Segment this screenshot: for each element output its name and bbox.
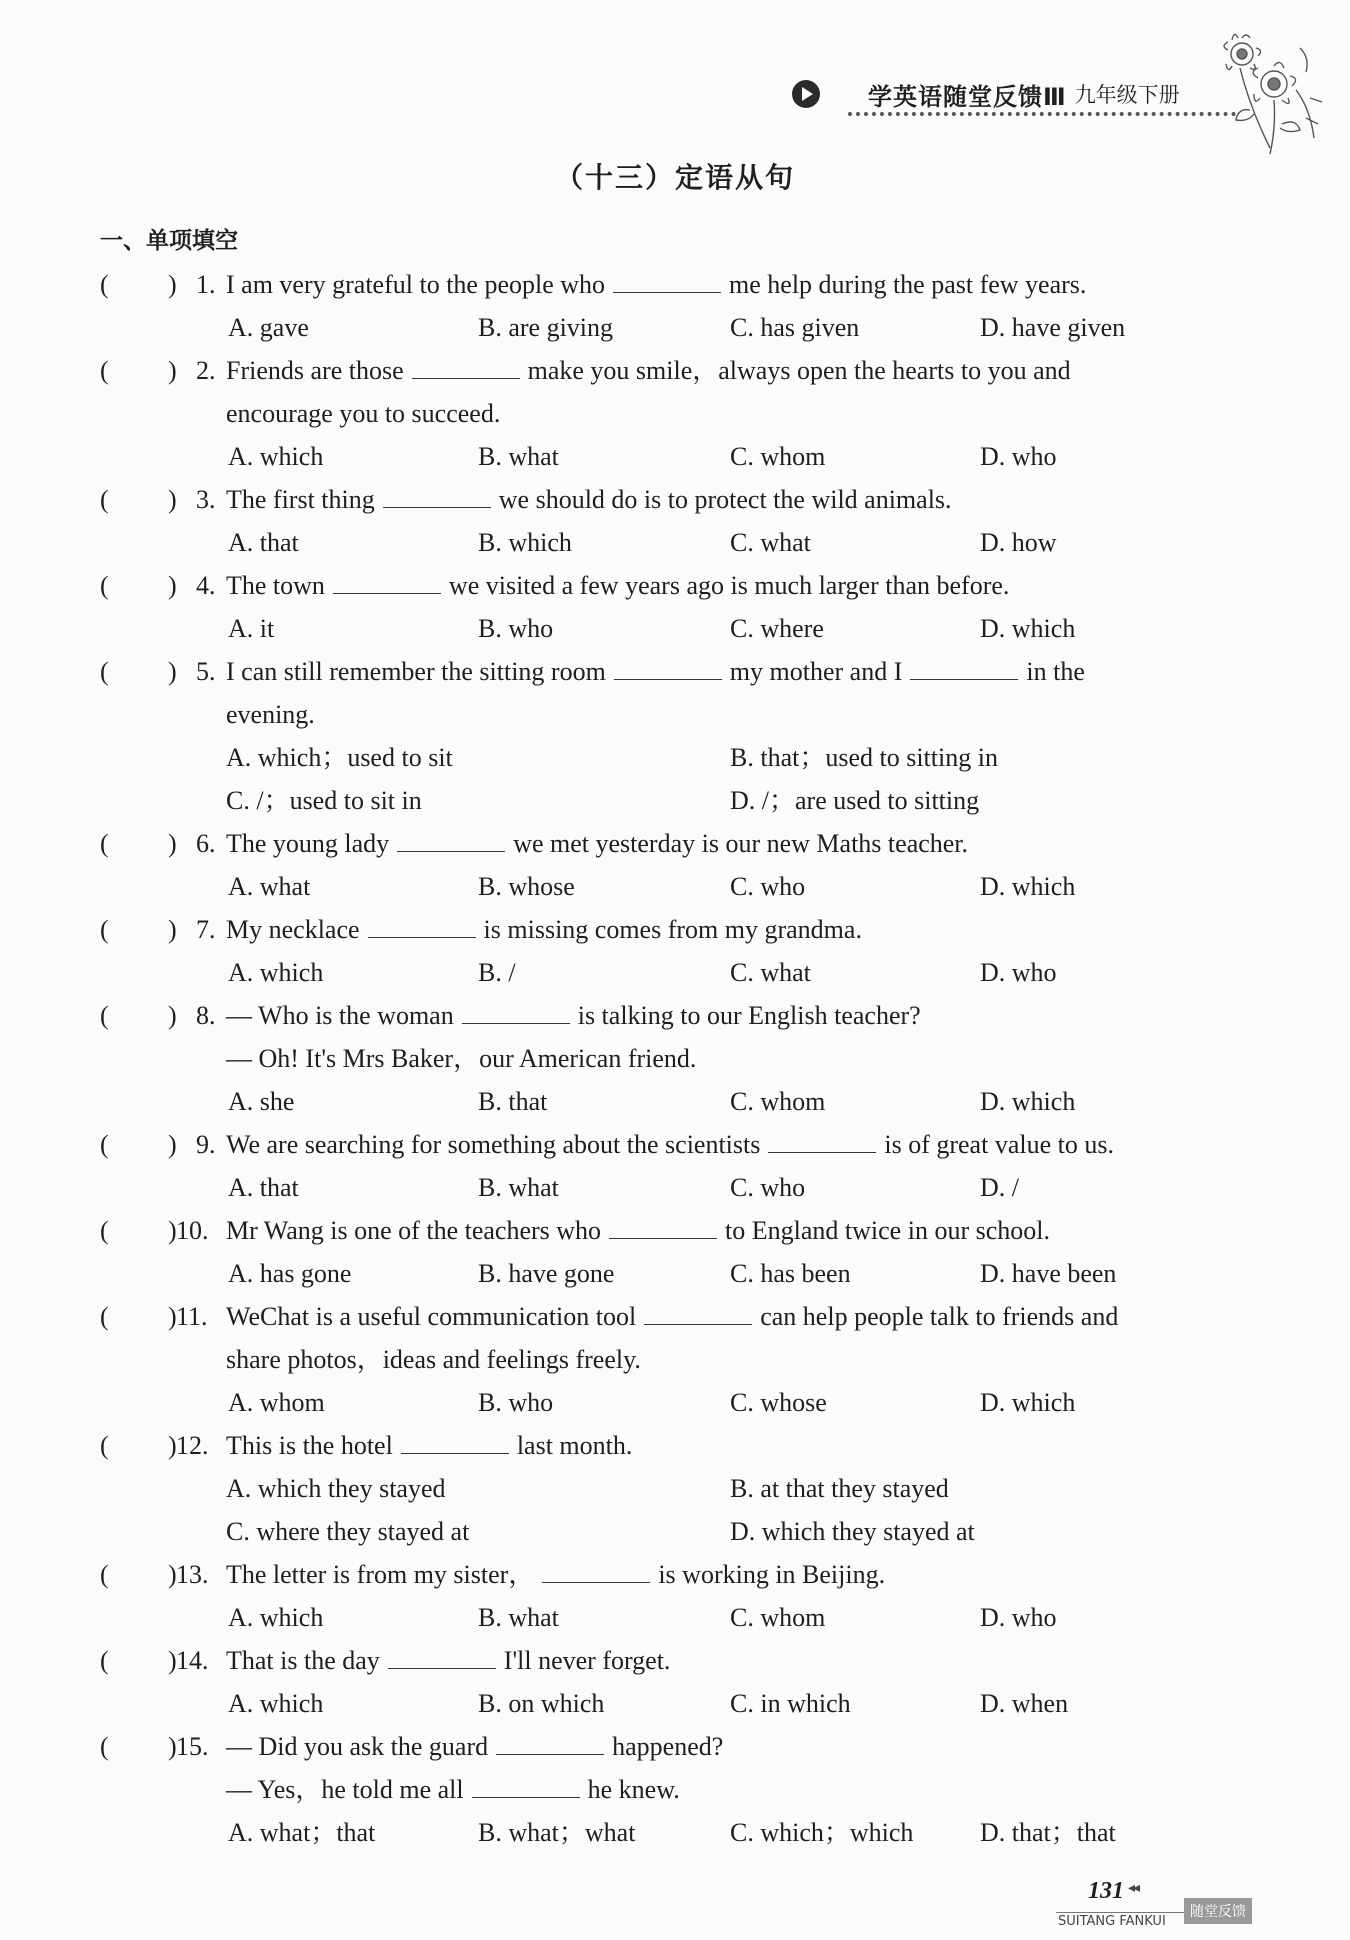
- question-number: 2.: [196, 356, 216, 385]
- stem-text: My necklace: [226, 915, 360, 944]
- option-d[interactable]: D. which: [980, 1087, 1076, 1116]
- option-d[interactable]: D. when: [980, 1689, 1069, 1718]
- option-c[interactable]: C. where: [730, 614, 824, 643]
- stem-text: in the: [1026, 657, 1085, 686]
- option-c[interactable]: C. whose: [730, 1388, 827, 1417]
- option-a[interactable]: A. that: [228, 1173, 299, 1202]
- question-number: 14.: [176, 1646, 209, 1675]
- answer-bracket-left: (: [100, 571, 109, 600]
- stem-text: is talking to our English teacher?: [577, 1001, 921, 1030]
- question-number: 10.: [176, 1216, 209, 1245]
- option-c[interactable]: C. has given: [730, 313, 860, 342]
- option-a[interactable]: A. which: [228, 1603, 324, 1632]
- option-d[interactable]: D. which: [980, 872, 1076, 901]
- option-a[interactable]: A. that: [228, 528, 299, 557]
- stem-text: is missing comes from my grandma.: [483, 915, 862, 944]
- page-title: （十三）定语从句: [554, 161, 795, 194]
- option-a[interactable]: A. gave: [228, 313, 309, 342]
- answer-blank[interactable]: [644, 1298, 752, 1325]
- stem-text: we visited a few years ago is much larger than before.: [448, 571, 1010, 600]
- answer-bracket-right[interactable]: ): [168, 1130, 177, 1159]
- answer-bracket-left: (: [100, 1130, 109, 1159]
- question-number: 3.: [196, 485, 216, 514]
- stem-text: evening.: [226, 700, 315, 729]
- option-a[interactable]: A. which；used to sit: [226, 743, 453, 772]
- stem-text: Mr Wang is one of the teachers who: [226, 1216, 602, 1245]
- question-stem: [226, 566, 1009, 606]
- stem-text: The first thing: [226, 485, 375, 514]
- option-a[interactable]: A. which they stayed: [226, 1474, 446, 1503]
- header-title: 学英语随堂反馈Ⅲ: [868, 82, 1067, 111]
- answer-bracket-right[interactable]: ): [168, 1216, 177, 1245]
- answer-bracket-left: (: [100, 356, 109, 385]
- question-number: 15.: [176, 1732, 209, 1761]
- question-stem: [226, 1125, 1114, 1165]
- option-a[interactable]: A. which: [228, 958, 324, 987]
- question-number: 9.: [196, 1130, 216, 1159]
- option-a[interactable]: A. it: [228, 614, 275, 643]
- header-subtitle: 九年级下册: [1074, 83, 1180, 107]
- page-header: [792, 74, 1180, 114]
- option-c[interactable]: C. whom: [730, 1603, 826, 1632]
- option-b[interactable]: B. what: [478, 442, 559, 471]
- stem-text: share photos，ideas and feelings freely.: [226, 1345, 641, 1374]
- answer-bracket-right[interactable]: ): [168, 356, 177, 385]
- answer-bracket-left: (: [100, 1646, 109, 1675]
- option-a[interactable]: A. what；that: [228, 1818, 376, 1847]
- stem-text: WeChat is a useful communication tool: [226, 1302, 637, 1331]
- option-c[interactable]: C. what: [730, 958, 811, 987]
- option-b[interactable]: B. on which: [478, 1689, 605, 1718]
- stem-text: The letter is from my sister，: [226, 1560, 535, 1589]
- question-stem: [226, 1297, 1118, 1337]
- question-number: 13.: [176, 1560, 209, 1589]
- question-stem: [226, 480, 952, 520]
- option-b[interactable]: B. what: [478, 1173, 559, 1202]
- answer-blank[interactable]: [401, 1427, 509, 1454]
- stem-text: encourage you to succeed.: [226, 399, 501, 428]
- answer-blank[interactable]: [542, 1556, 650, 1583]
- answer-bracket-right[interactable]: ): [168, 270, 177, 299]
- header-dotted-rule: [848, 112, 1236, 116]
- option-c[interactable]: C. whom: [730, 1087, 826, 1116]
- option-c[interactable]: C. /；used to sit in: [226, 786, 422, 815]
- question-number: 7.: [196, 915, 216, 944]
- answer-blank[interactable]: [613, 266, 721, 293]
- stem-text: I am very grateful to the people who: [226, 270, 606, 299]
- answer-blank[interactable]: [412, 352, 520, 379]
- footer-brand: SUITANG FANKUI: [1058, 1914, 1166, 1929]
- answer-bracket-right[interactable]: ): [168, 485, 177, 514]
- question-stem: [226, 996, 921, 1036]
- option-a[interactable]: A. whom: [228, 1388, 325, 1417]
- option-a[interactable]: A. which: [228, 1689, 324, 1718]
- answer-blank[interactable]: [472, 1771, 580, 1798]
- answer-bracket-right[interactable]: ): [168, 1001, 177, 1030]
- stem-text: we met yesterday is our new Maths teacher.: [513, 829, 969, 858]
- option-b[interactable]: B. who: [478, 1388, 554, 1417]
- section-title: 一、单项填空: [100, 228, 238, 254]
- option-b[interactable]: B. that: [478, 1087, 548, 1116]
- option-b[interactable]: B. what；what: [478, 1818, 636, 1847]
- stem-text: I'll never forget.: [503, 1646, 671, 1675]
- option-a[interactable]: A. what: [228, 872, 311, 901]
- stem-text: to England twice in our school.: [725, 1216, 1050, 1245]
- option-a[interactable]: A. she: [228, 1087, 295, 1116]
- option-a[interactable]: A. has gone: [228, 1259, 352, 1288]
- option-d[interactable]: D. have given: [980, 313, 1126, 342]
- option-c[interactable]: C. where they stayed at: [226, 1517, 470, 1546]
- stem-text: make you smile，always open the hearts to you and: [527, 356, 1071, 385]
- question-stem: [226, 1555, 885, 1595]
- question-stem: [226, 1770, 680, 1810]
- play-icon: [792, 80, 820, 108]
- stem-text: we should do is to protect the wild animals.: [498, 485, 952, 514]
- answer-bracket-right[interactable]: ): [168, 1431, 177, 1460]
- question-number: 6.: [196, 829, 216, 858]
- option-b[interactable]: B. have gone: [478, 1259, 615, 1288]
- option-b[interactable]: B. who: [478, 614, 554, 643]
- answer-bracket-left: (: [100, 1732, 109, 1761]
- answer-bracket-right[interactable]: ): [168, 1732, 177, 1761]
- question-stem: [226, 265, 1086, 305]
- answer-bracket-left: (: [100, 1001, 109, 1030]
- option-c[interactable]: C. what: [730, 528, 811, 557]
- answer-blank[interactable]: [388, 1642, 496, 1669]
- answer-blank[interactable]: [496, 1728, 604, 1755]
- stem-text: — Yes，he told me all: [226, 1775, 464, 1804]
- option-a[interactable]: A. which: [228, 442, 324, 471]
- option-d[interactable]: D. have been: [980, 1259, 1117, 1288]
- stem-text: — Who is the woman: [226, 1001, 454, 1030]
- question-number: 4.: [196, 571, 216, 600]
- question-number: 11.: [176, 1302, 208, 1331]
- option-d[interactable]: D. /；are used to sitting: [730, 786, 980, 815]
- answer-blank[interactable]: [609, 1212, 717, 1239]
- question-number: 12.: [176, 1431, 209, 1460]
- option-b[interactable]: B. that；used to sitting in: [730, 743, 998, 772]
- answer-bracket-left: (: [100, 1302, 109, 1331]
- answer-blank[interactable]: [397, 825, 505, 852]
- answer-blank[interactable]: [333, 567, 441, 594]
- stem-text: can help people talk to friends and: [760, 1302, 1119, 1331]
- stem-text: Friends are those: [226, 356, 404, 385]
- question-number: 5.: [196, 657, 216, 686]
- answer-blank[interactable]: [768, 1126, 876, 1153]
- double-arrow-icon: ◂◂: [1128, 1881, 1139, 1896]
- stem-text: This is the hotel: [226, 1431, 393, 1460]
- question-stem: [226, 1211, 1050, 1251]
- answer-bracket-left: (: [100, 485, 109, 514]
- stem-text: — Did you ask the guard: [226, 1732, 489, 1761]
- stem-text: I can still remember the sitting room: [226, 657, 606, 686]
- answer-bracket-right[interactable]: ): [168, 571, 177, 600]
- answer-bracket-left: (: [100, 1431, 109, 1460]
- option-b[interactable]: B. are giving: [478, 313, 614, 342]
- answer-bracket-right[interactable]: ): [168, 829, 177, 858]
- option-b[interactable]: B. whose: [478, 872, 575, 901]
- stem-text: We are searching for something about the scientists: [226, 1130, 761, 1159]
- answer-bracket-right[interactable]: ): [168, 657, 177, 686]
- answer-bracket-left: (: [100, 270, 109, 299]
- answer-blank[interactable]: [383, 481, 491, 508]
- answer-bracket-right[interactable]: ): [168, 1646, 177, 1675]
- option-c[interactable]: C. whom: [730, 442, 826, 471]
- option-c[interactable]: C. who: [730, 1173, 806, 1202]
- option-b[interactable]: B. at that they stayed: [730, 1474, 949, 1503]
- stem-text: is of great value to us.: [884, 1130, 1114, 1159]
- answer-bracket-left: (: [100, 1216, 109, 1245]
- option-b[interactable]: B. which: [478, 528, 572, 557]
- option-d[interactable]: D. which they stayed at: [730, 1517, 975, 1546]
- stem-text: last month.: [516, 1431, 633, 1460]
- stem-text: — Oh! It's Mrs Baker，our American friend.: [226, 1044, 697, 1073]
- question-stem: [226, 652, 1085, 692]
- option-b[interactable]: B. /: [478, 958, 516, 987]
- question-stem: [226, 1426, 632, 1466]
- answer-bracket-right[interactable]: ): [168, 915, 177, 944]
- answer-bracket-right[interactable]: ): [168, 1560, 177, 1589]
- question-stem: [226, 910, 862, 950]
- option-b[interactable]: B. what: [478, 1603, 559, 1632]
- option-d[interactable]: D. that；that: [980, 1818, 1116, 1847]
- option-d[interactable]: D. who: [980, 442, 1057, 471]
- question-number: 1.: [196, 270, 216, 299]
- option-d[interactable]: D. who: [980, 1603, 1057, 1632]
- option-c[interactable]: C. who: [730, 872, 806, 901]
- answer-blank[interactable]: [614, 653, 722, 680]
- stem-text: my mother and I: [729, 657, 903, 686]
- question-stem: [226, 1727, 723, 1767]
- option-d[interactable]: D. which: [980, 614, 1076, 643]
- footer-badge: 随堂反馈: [1184, 1898, 1252, 1924]
- answer-bracket-left: (: [100, 915, 109, 944]
- sunflower-decoration-icon: [1210, 28, 1328, 158]
- stem-text: is working in Beijing.: [658, 1560, 886, 1589]
- answer-blank[interactable]: [368, 911, 476, 938]
- answer-blank[interactable]: [462, 997, 570, 1024]
- answer-blank[interactable]: [910, 653, 1018, 680]
- question-stem: [226, 351, 1071, 391]
- option-c[interactable]: C. which；which: [730, 1818, 914, 1847]
- answer-bracket-left: (: [100, 829, 109, 858]
- stem-text: That is the day: [226, 1646, 380, 1675]
- stem-text: The town: [226, 571, 325, 600]
- question-stem: [226, 1641, 670, 1681]
- stem-text: The young lady: [226, 829, 390, 858]
- answer-bracket-right[interactable]: ): [168, 1302, 177, 1331]
- page-number: 131: [1088, 1878, 1124, 1904]
- option-d[interactable]: D. /: [980, 1173, 1019, 1202]
- answer-bracket-left: (: [100, 657, 109, 686]
- answer-bracket-left: (: [100, 1560, 109, 1589]
- option-c[interactable]: C. has been: [730, 1259, 851, 1288]
- option-d[interactable]: D. who: [980, 958, 1057, 987]
- stem-text: happened?: [612, 1732, 724, 1761]
- option-c[interactable]: C. in which: [730, 1689, 851, 1718]
- option-d[interactable]: D. which: [980, 1388, 1076, 1417]
- question-number: 8.: [196, 1001, 216, 1030]
- footer-rule: [1056, 1912, 1186, 1913]
- stem-text: me help during the past few years.: [729, 270, 1087, 299]
- question-stem: [226, 824, 968, 864]
- stem-text: he knew.: [587, 1775, 680, 1804]
- option-d[interactable]: D. how: [980, 528, 1057, 557]
